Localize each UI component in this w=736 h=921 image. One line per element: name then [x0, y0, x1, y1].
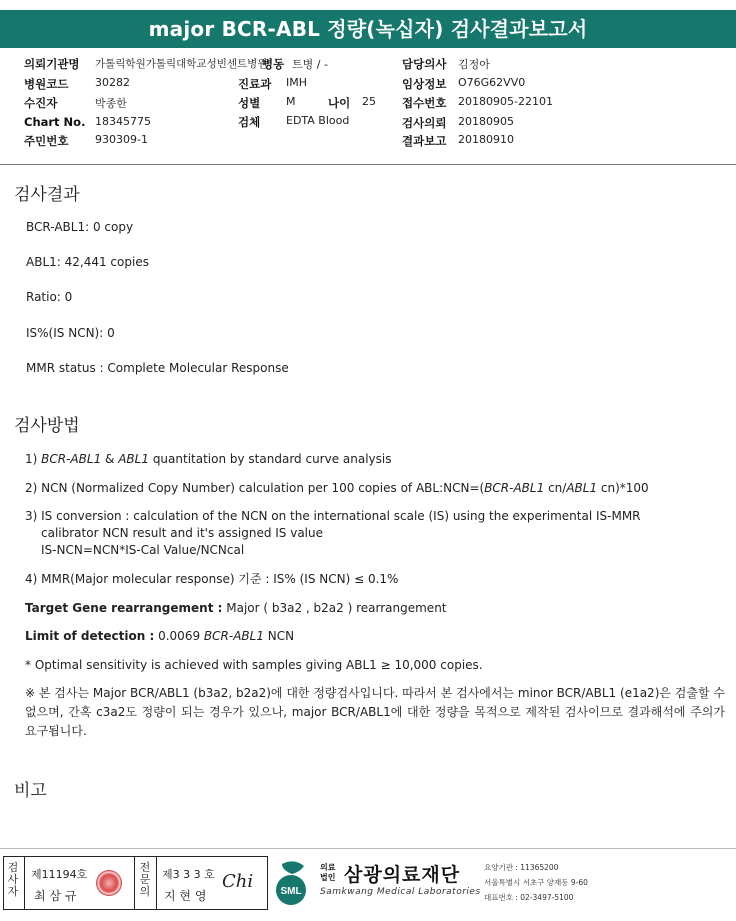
specialist-name: 지 현 영: [164, 889, 207, 903]
sex-value: M: [286, 95, 296, 108]
method-text: 2) NCN (Normalized Copy Number) calculation per 100 copies of ABL:NCN=(: [25, 481, 485, 495]
dept-label: 진료과: [238, 77, 272, 91]
receipt-label: 접수번호: [402, 96, 447, 110]
specimen-value: EDTA Blood: [286, 114, 350, 127]
examiner-name: 최 삼 규: [34, 889, 77, 903]
clinical-value: O76G62VV0: [458, 76, 526, 89]
method-heading: 검사방법: [14, 416, 80, 436]
examiner-vertical-label: 검사자: [7, 861, 19, 898]
gene-name: ABL1: [566, 481, 598, 495]
chart-value: 18345775: [95, 115, 151, 128]
specialist-license: 제3 3 3 호: [162, 868, 215, 881]
signature-box: [3, 856, 268, 910]
org-address: 서울특별시 서초구 양재동 9-60: [484, 878, 588, 887]
gene-name: BCR-ABL1: [41, 452, 102, 466]
lod-label: Limit of detection :: [25, 629, 155, 643]
org-phone: 대표번호 : 02-3497-5100: [484, 893, 574, 902]
method-line-3b: calibrator NCN result and it's assigned IS value: [41, 526, 323, 540]
resident-label: 주민번호: [24, 134, 69, 148]
target-gene-label: Target Gene rearrangement :: [25, 601, 223, 615]
ampersand: &: [105, 452, 115, 466]
gene-name: ABL1: [118, 452, 149, 466]
result-line: ABL1: 42,441 copies: [26, 255, 149, 269]
collector-value: 박종한: [95, 97, 127, 110]
results-heading: 검사결과: [14, 185, 80, 205]
divider: [0, 164, 736, 165]
hospital-code-value: 30282: [95, 76, 130, 89]
method-text: cn)*100: [600, 481, 649, 495]
org-name-en: Samkwang Medical Laboratories: [320, 887, 481, 897]
gene-name: BCR-ABL1: [203, 629, 264, 643]
cell-divider: [156, 857, 157, 909]
org-tag-line: 의료: [320, 863, 336, 872]
collector-label: 수진자: [24, 96, 58, 110]
logo-text: SML: [280, 886, 302, 897]
org-type-tag: [320, 863, 335, 883]
method-note: ※ 본 검사는 Major BCR/ABL1 (b3a2, b2a2)에 대한 정량검사입니다. 따라서 본 검사에서는 minor BCR/ABL1 (e1a2)은 검출할 수 없으며, 간혹 c3a2도 정량이 되는 경우가 있으나, major BCR/ABL1에 대한 정량을 목적으로 제작된 검사이므로 결과해석에 주의가 요구됩니다.: [25, 686, 725, 738]
target-gene-line: [25, 600, 447, 617]
age-value: 25: [362, 95, 376, 108]
cell-divider: [24, 857, 25, 909]
hospital-code-label: 병원코드: [24, 77, 69, 91]
chart-label: Chart No.: [24, 115, 86, 129]
ward-value: 트병 / -: [292, 58, 328, 71]
examiner-license: 제11194호: [31, 868, 88, 881]
dept-value: IMH: [286, 76, 308, 89]
specialist-vertical-label: 전문의: [139, 861, 151, 898]
org-code: 요양기관 : 11365200: [484, 863, 559, 872]
ward-label: 병동: [262, 57, 285, 71]
method-line-2: [25, 480, 649, 497]
doctor-value: 김정아: [458, 58, 490, 71]
report-date-value: 20180910: [458, 133, 514, 146]
method-line-1: [25, 451, 392, 468]
signature: Chi: [222, 871, 254, 892]
method-line-4: 4) MMR(Major molecular response) 기준 : IS% (IS NCN) ≤ 0.1%: [25, 572, 399, 586]
sml-logo-icon: [270, 858, 312, 906]
method-text: quantitation by standard curve analysis: [152, 452, 392, 466]
clinical-label: 임상정보: [402, 77, 447, 91]
age-label: 나이: [328, 96, 351, 110]
org-name: 삼광의료재단: [344, 864, 461, 886]
specimen-label: 검체: [238, 115, 261, 129]
result-line: IS%(IS NCN): 0: [26, 326, 115, 340]
footer-divider: [0, 848, 736, 849]
cell-divider: [134, 857, 135, 909]
institution-label: 의뢰기관명: [24, 57, 80, 71]
remarks-heading: 비고: [14, 781, 47, 801]
result-line: BCR-ABL1: 0 copy: [26, 220, 134, 234]
gene-name: BCR-ABL1: [484, 481, 545, 495]
lod-line: [25, 628, 294, 645]
request-value: 20180905: [458, 115, 514, 128]
method-num: 1): [25, 452, 38, 466]
method-text: cn/: [548, 481, 567, 495]
seal-stamp: [96, 870, 122, 896]
patient-info: [0, 52, 736, 148]
method-line-3a: 3) IS conversion : calculation of the NCN on the international scale (IS) using the experimental IS-MMR: [25, 509, 641, 523]
lod-value: 0.0069: [158, 629, 201, 643]
request-label: 검사의뢰: [402, 116, 447, 130]
institution-value: 가톨릭학원가톨릭대학교성빈센트병원: [95, 58, 268, 70]
sex-label: 성별: [238, 96, 261, 110]
receipt-value: 20180905-22101: [458, 95, 553, 108]
org-tag-line: 법인: [320, 873, 336, 882]
optimal-note: * Optimal sensitivity is achieved with samples giving ABL1 ≥ 10,000 copies.: [25, 658, 483, 672]
report-date-label: 결과보고: [402, 134, 447, 148]
resident-value: 930309-1: [95, 133, 148, 146]
method-line-3c: IS-NCN=NCN*IS-Cal Value/NCNcal: [41, 543, 245, 557]
doctor-label: 담당의사: [402, 57, 447, 71]
result-line: MMR status : Complete Molecular Response: [26, 361, 289, 375]
target-gene-value: Major ( b3a2 , b2a2 ) rearrangement: [226, 601, 447, 615]
lod-unit: NCN: [267, 629, 295, 643]
result-line: Ratio: 0: [26, 290, 73, 304]
report-title: major BCR-ABL 정량(녹십자) 검사결과보고서: [0, 10, 736, 48]
